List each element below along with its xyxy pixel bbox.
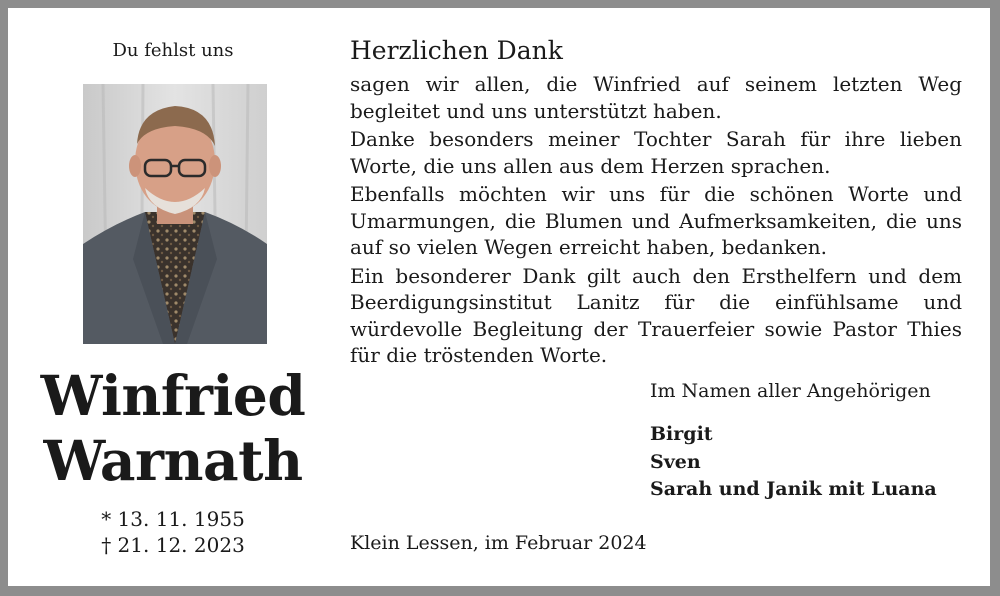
family-name: Sven (650, 450, 701, 473)
obituary-card (8, 8, 990, 586)
signoff-line: Im Namen aller Angehörigen (650, 380, 931, 402)
deceased-last-name: Warnath (43, 428, 303, 493)
paragraph: Danke besonders meiner Tochter Sarah für ihre lieben Worte, die uns allen aus dem Herzen sprachen. (350, 127, 962, 178)
paragraph: sagen wir allen, die Winfried auf seinem letzten Weg begleitet und uns unterstützt haben. (350, 72, 962, 123)
death-date: † 21. 12. 2023 (101, 533, 245, 557)
paragraph: Ein besonderer Dank gilt auch den Ersthelfern und dem Beerdigungsinstitut Lanitz für die einfühlsame und würdevolle Begleitung der Trauerfeier sowie Pastor Thies für die tröstenden Worte. (350, 263, 962, 367)
place-and-date: Klein Lessen, im Februar 2024 (350, 532, 647, 554)
paragraph: Ebenfalls möchten wir uns für die schönen Worte und Umarmungen, die Blumen und Aufmerksamkeiten, die uns auf so vielen Wegen erreicht haben, bedanken. (350, 182, 962, 259)
thanks-text (350, 71, 962, 371)
left-column (8, 8, 338, 586)
family-names (650, 421, 937, 504)
portrait-photo (83, 84, 267, 344)
family-name: Birgit (650, 423, 713, 445)
birth-date: * 13. 11. 1955 (101, 507, 245, 531)
family-name: Sarah und Janik mit Luana (650, 478, 937, 500)
right-column (350, 8, 962, 586)
thanks-heading: Herzlichen Dank (350, 36, 563, 65)
tagline: Du fehlst uns (112, 40, 234, 61)
deceased-first-name: Winfried (40, 363, 306, 428)
